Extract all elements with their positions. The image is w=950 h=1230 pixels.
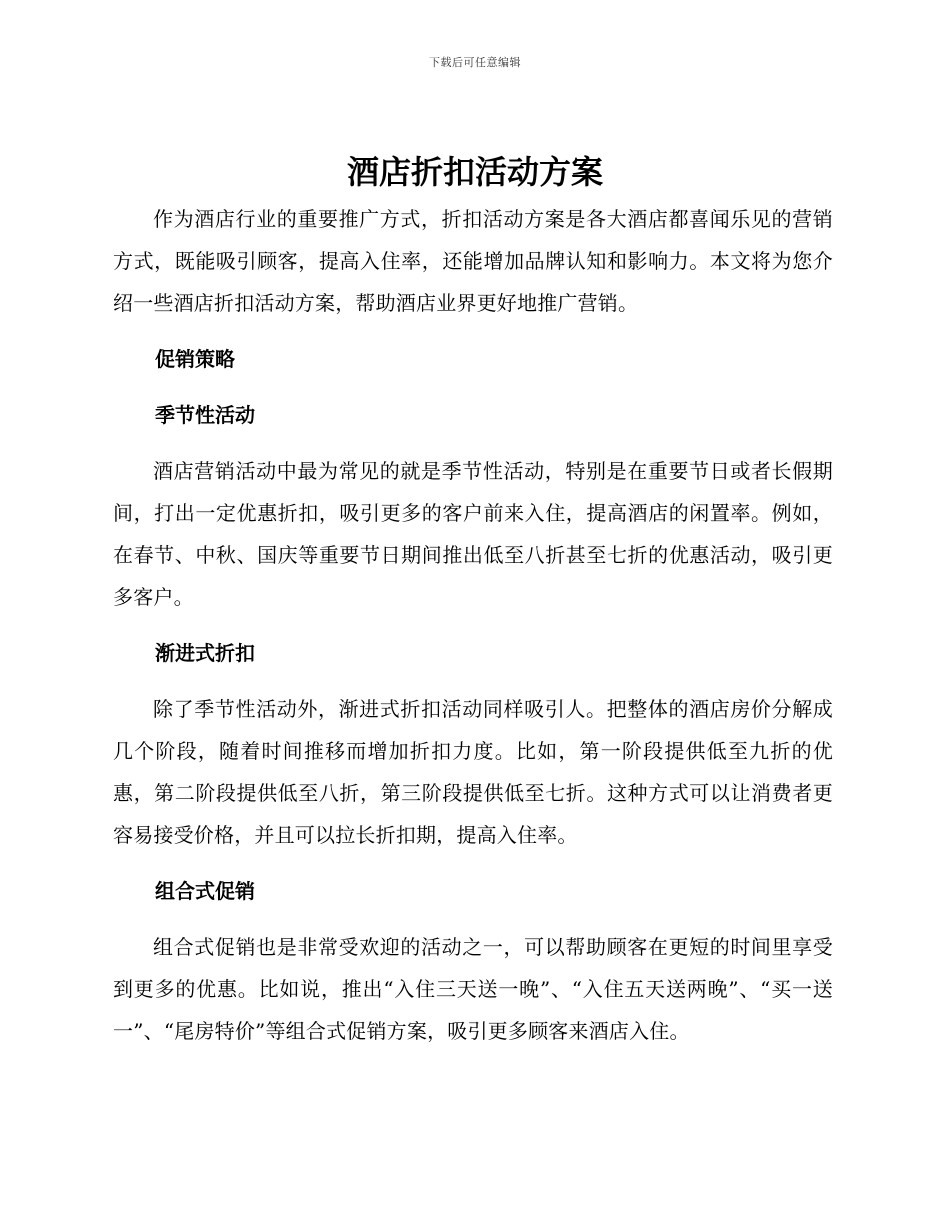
combo-paragraph: 组合式促销也是非常受欢迎的活动之一，可以帮助顾客在更短的时间里享受到更多的优惠。比如说，推出“入住三天送一晚”、“入住五天送两晚”、“买一送一”、“尾房特价”等组合式促销方案，吸引更多顾客来酒店入住。 bbox=[113, 935, 833, 1043]
progressive-paragraph: 除了季节性活动外，渐进式折扣活动同样吸引人。把整体的酒店房价分解成几个阶段，随着时间推移而增加折扣力度。比如，第一阶段提供低至九折的优惠，第二阶段提供低至八折，第三阶段提供低至七折。这种方式可以让消费者更容易接受价格，并且可以拉长折扣期，提高入住率。 bbox=[113, 697, 833, 847]
seasonal-paragraph: 酒店营销活动中最为常见的就是季节性活动，特别是在重要节日或者长假期间，打出一定优惠折扣，吸引更多的客户前来入住，提高酒店的闲置率。例如，在春节、中秋、国庆等重要节日期间推出低至八折甚至七折的优惠活动，吸引更多客户。 bbox=[113, 459, 833, 609]
document-body bbox=[113, 198, 833, 1052]
section-heading-seasonal: 季节性活动 bbox=[155, 403, 255, 427]
section-heading-promotion-strategy: 促销策略 bbox=[155, 347, 235, 371]
intro-paragraph: 作为酒店行业的重要推广方式，折扣活动方案是各大酒店都喜闻乐见的营销方式，既能吸引顾客，提高入住率，还能增加品牌认知和影响力。本文将为您介绍一些酒店折扣活动方案，帮助酒店业界更好地推广营销。 bbox=[113, 207, 833, 315]
document-title: 酒店折扣活动方案 bbox=[346, 153, 603, 191]
header-note: 下载后可任意编辑 bbox=[429, 56, 521, 69]
section-heading-progressive: 渐进式折扣 bbox=[155, 641, 255, 665]
section-heading-combo: 组合式促销 bbox=[155, 879, 255, 903]
